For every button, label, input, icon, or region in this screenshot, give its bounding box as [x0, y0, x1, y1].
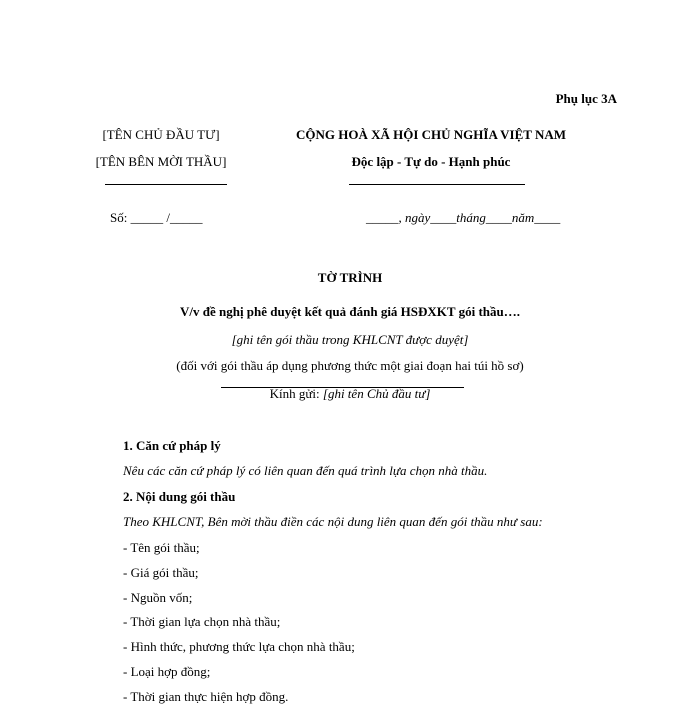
- list-item: - Thời gian thực hiện hợp đồng.: [123, 688, 289, 704]
- document-subject: V/v đề nghị phê duyệt kết quả đánh giá HSĐXKT gói thầu….: [179, 304, 521, 319]
- list-item: - Nguồn vốn;: [123, 589, 193, 605]
- document-number: Số: _____ /_____: [110, 210, 203, 225]
- date-fields: ngày____tháng____năm____: [401, 210, 561, 225]
- recipient-label: Kính gửi:: [269, 386, 323, 401]
- right-header-underline: [349, 184, 525, 185]
- document-title: TỜ TRÌNH: [317, 270, 383, 285]
- left-header-underline: [105, 184, 227, 185]
- section-heading-package-content: 2. Nội dung gói thầu: [123, 489, 236, 504]
- section-text-package-content: Theo KHLCNT, Bên mời thầu điền các nội dung liên quan đến gói thầu như sau:: [123, 514, 543, 529]
- list-item: - Hình thức, phương thức lựa chọn nhà thầu;: [123, 639, 355, 655]
- national-title: CỘNG HOÀ XÃ HỘI CHỦ NGHĨA VIỆT NAM: [295, 127, 567, 142]
- section-heading-legal-basis: 1. Căn cứ pháp lý: [123, 438, 221, 453]
- list-item: - Giá gói thầu;: [123, 564, 199, 580]
- package-details-list: [123, 540, 683, 714]
- inviting-party-placeholder: [TÊN BÊN MỜI THẦU]: [95, 154, 227, 169]
- package-name-note: [ghi tên gói thầu trong KHLCNT được duyệt]: [231, 332, 469, 347]
- national-motto: Độc lập - Tự do - Hạnh phúc: [351, 154, 511, 169]
- recipient-value: [ghi tên Chủ đầu tư]: [322, 386, 431, 401]
- section-text-legal-basis: Nêu các căn cứ pháp lý có liên quan đến quá trình lựa chọn nhà thầu.: [123, 463, 488, 478]
- date-line: [366, 210, 560, 226]
- list-item: - Loại hợp đồng;: [123, 663, 211, 679]
- date-place: _____,: [366, 210, 402, 225]
- procurement-method-note: (đối với gói thầu áp dụng phương thức một giai đoạn hai túi hồ sơ): [176, 358, 524, 373]
- appendix-label: Phụ lục 3A: [555, 91, 617, 106]
- list-item: - Tên gói thầu;: [123, 540, 200, 555]
- list-item: - Thời gian lựa chọn nhà thầu;: [123, 614, 281, 630]
- recipient-line: [0, 386, 700, 402]
- investor-name-placeholder: [TÊN CHỦ ĐẦU TƯ]: [102, 127, 220, 142]
